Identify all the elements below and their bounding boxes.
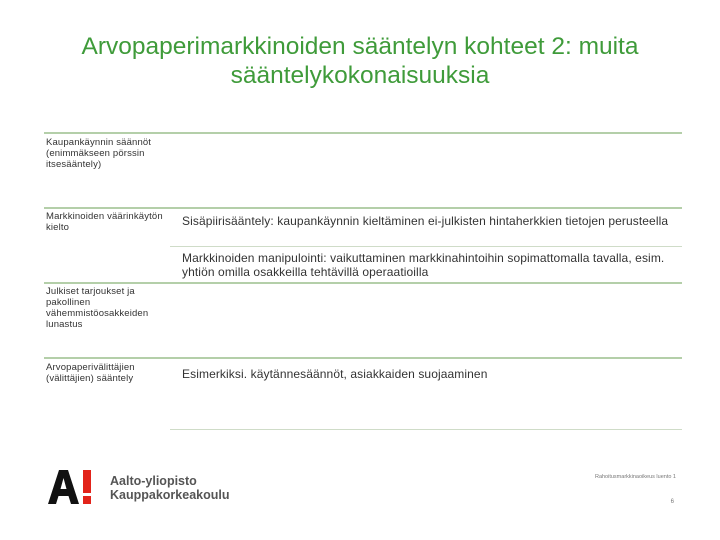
desc-insider-regulation: Sisäpiirisääntely: kaupankäynnin kieltäminen ei-julkisten hintaherkkien tietojen perusteella	[182, 214, 669, 228]
row-label-trading-rules: Kaupankäynnin säännöt (enimmäkseen pörssin itsesääntely)	[46, 137, 152, 170]
divider	[44, 357, 682, 359]
footer-course: Rahoitusmarkkinaoikeus luento 1	[594, 474, 676, 480]
divider	[44, 132, 682, 134]
divider	[170, 246, 682, 247]
row-label-broker-regulation: Arvopaperivälittäjien (välittäjien) sääntely	[46, 362, 135, 384]
slide-title: Arvopaperimarkkinoiden sääntelyn kohteet 2: muita sääntelykokonaisuuksia	[81, 33, 639, 89]
aalto-logo-icon	[48, 470, 94, 504]
divider	[44, 207, 682, 209]
row-label-market-abuse: Markkinoiden väärinkäytön kielto	[46, 211, 163, 233]
page-number: 6	[670, 499, 674, 505]
logo-sub: Kauppakorkeakoulu	[110, 488, 230, 502]
desc-broker-rules: Esimerkiksi. käytännesäännöt, asiakkaiden suojaaminen	[182, 367, 488, 381]
logo-name: Aalto-yliopisto	[110, 474, 197, 488]
divider	[170, 429, 682, 430]
divider	[44, 282, 682, 284]
desc-market-manipulation: Markkinoiden manipulointi: vaikuttaminen markkinahintoihin sopimattomalla tavalla, esim. yhtiön omilla osakkeilla tehtävillä operaatioilla	[182, 251, 665, 279]
row-label-public-offers: Julkiset tarjoukset ja pakollinen vähemmistöosakkeiden lunastus	[46, 286, 149, 330]
